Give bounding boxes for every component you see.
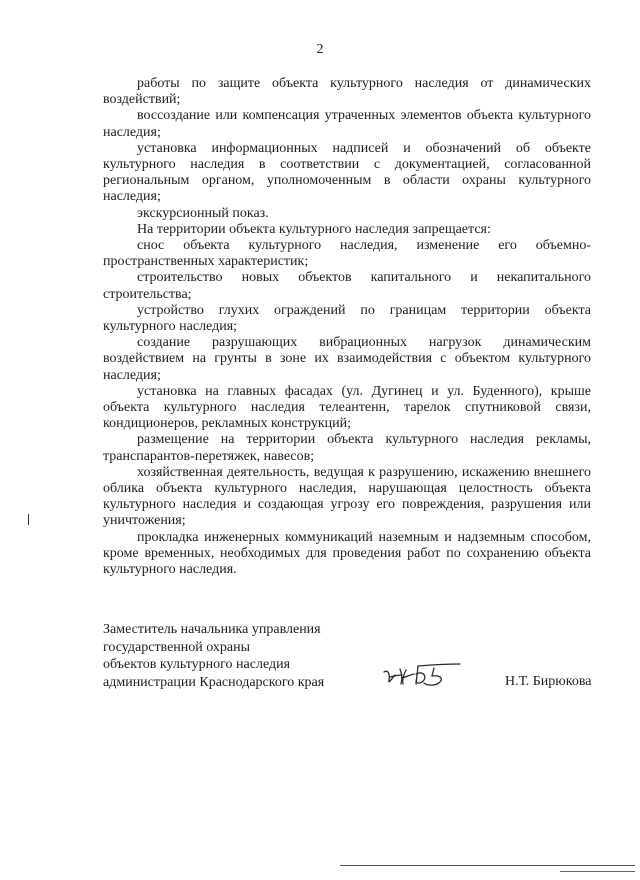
- margin-mark: [28, 514, 29, 525]
- paragraph: установка на главных фасадах (ул. Дугинец и ул. Буденного), крыше объекта культурного наследия телеантенн, тарелок спутниковой связи, кондиционеров, рекламных конструкций;: [103, 383, 591, 432]
- paragraph: воссоздание или компенсация утраченных элементов объекта культурного наследия;: [103, 108, 591, 140]
- signatory-title-block: [103, 621, 324, 691]
- paragraph: размещение на территории объекта культурного наследия рекламы, транспарантов-перетяжек, навесов;: [103, 432, 591, 464]
- signatory-title-line: объектов культурного наследия: [103, 657, 291, 672]
- signer-name: Н.Т. Бирюкова: [505, 674, 592, 689]
- signatory-title-line: Заместитель начальника управления: [103, 622, 321, 637]
- paragraph: На территории объекта культурного наследия запрещается:: [137, 221, 491, 237]
- paragraph: хозяйственная деятельность, ведущая к разрушению, искажению внешнего облика объекта культурного наследия, нарушающая целостность объекта культурного наследия и создающая угрозу его повреждения, разрушения или уничтожения;: [103, 464, 591, 529]
- paragraph: прокладка инженерных коммуникаций наземным и надземным способом, кроме временных, необходимых для проведения работ по сохранению объекта культурного наследия.: [103, 529, 591, 578]
- handwritten-signature: [380, 660, 464, 690]
- signatory-title-line: администрации Краснодарского края: [103, 674, 325, 690]
- document-body: [103, 76, 591, 578]
- paragraph: экскурсионный показ.: [137, 205, 269, 221]
- paragraph: строительство новых объектов капитального и некапитального строительства;: [103, 270, 591, 302]
- paragraph: работы по защите объекта культурного наследия от динамических воздействий;: [103, 76, 591, 108]
- bottom-divider: [560, 871, 635, 872]
- paragraph: установка информационных надписей и обозначений об объекте культурного наследия в соответствии с документацией, согласованной региональным органом, уполномоченным в области охраны культурного наследия;: [103, 140, 591, 205]
- page-number: 2: [316, 42, 324, 57]
- signatory-title-line: государственной охраны: [103, 639, 251, 655]
- paragraph: снос объекта культурного наследия, изменение его объемно-пространственных характеристик;: [103, 238, 591, 270]
- paragraph: устройство глухих ограждений по границам территории объекта культурного наследия;: [103, 302, 591, 335]
- bottom-divider: [340, 865, 635, 866]
- paragraph: создание разрушающих вибрационных нагрузок динамическим воздействием на грунты в зоне их взаимодействия с объектом культурного наследия;: [103, 335, 591, 383]
